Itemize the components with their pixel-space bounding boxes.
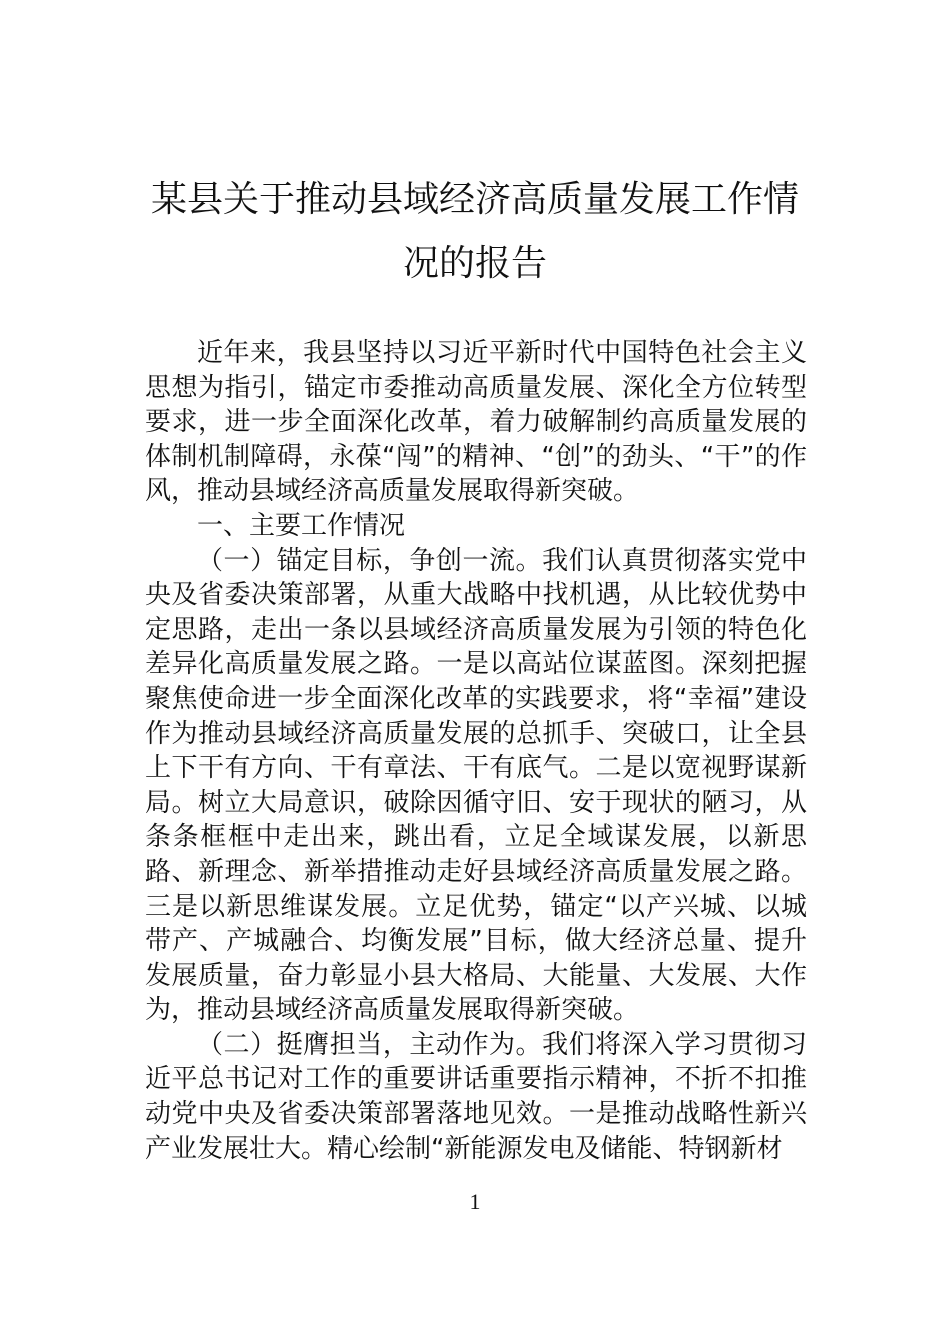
document-body <box>145 336 807 1166</box>
paragraph-section-2: （二）挺膺担当，主动作为。我们将深入学习贯彻习近平总书记对工作的重要讲话重要指示精神，不折不扣推动党中央及省委决策部署落地见效。一是推动战略性新兴产业发展壮大。精心绘制“新能源发电及储能、特钢新材 <box>145 1029 807 1164</box>
page-number: 1 <box>469 1189 481 1214</box>
paragraph-section-1: （一）锚定目标，争创一流。我们认真贯彻落实党中央及省委决策部署，从重大战略中找机遇，从比较优势中定思路，走出一条以县域经济高质量发展为引领的特色化差异化高质量发展之路。一是以高站位谋蓝图。深刻把握聚焦使命进一步全面深化改革的实践要求，将“幸福”建设作为推动县域经济高质量发展的总抓手、突破口，让全县上下干有方向、干有章法、干有底气。二是以宽视野谋新局。树立大局意识，破除因循守旧、安于现状的陋习，从条条框框中走出来，跳出看，立足全域谋发展，以新思路、新理念、新举措推动走好县域经济高质量发展之路。三是以新思维谋发展。立足优势，锚定“以产兴城、以城带产、产城融合、均衡发展”目标，做大经济总量、提升发展质量，奋力彰显小县大格局、大能量、大发展、大作为，推动县域经济高质量发展取得新突破。 <box>145 545 807 1026</box>
title-line-2: 况的报告 <box>402 243 547 284</box>
paragraph-intro: 近年来，我县坚持以习近平新时代中国特色社会主义思想为指引，锚定市委推动高质量发展、深化全方位转型要求，进一步全面深化改革，着力破解制约高质量发展的体制机制障碍，永葆“闯”的精神、“创”的劲头、“干”的作风，推动县域经济高质量发展取得新突破。 <box>145 338 807 507</box>
title-line-1: 某县关于推动县域经济高质量发展工作情 <box>150 179 799 220</box>
document-title <box>130 168 820 296</box>
section-heading: 一、主要工作情况 <box>197 510 406 541</box>
